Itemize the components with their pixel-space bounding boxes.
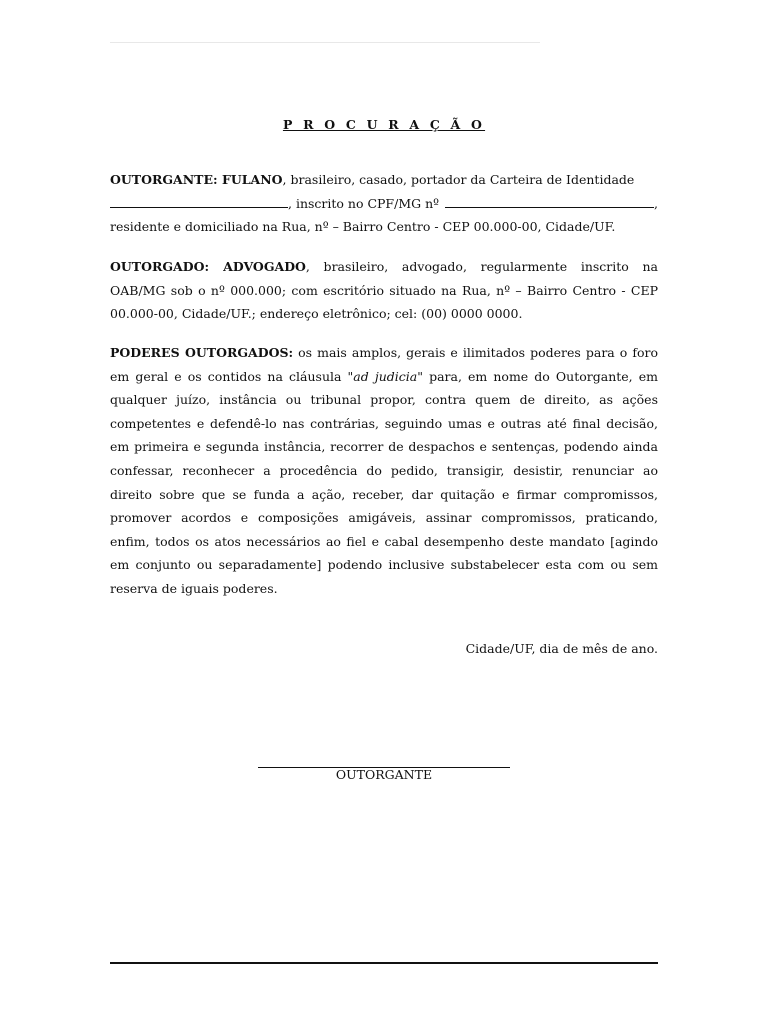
poderes-text-before: os mais amplos, gerais e ilimitados poderes para o foro em geral e os contidos na cláusula xyxy=(110,345,658,384)
poderes-text-after: para, em nome do Outorgante, em qualquer juízo, instância ou tribunal propor, contra quem de direito, as ações competentes e defendê-lo nas contrárias, seguindo umas e outras até final decisão, em primeira e segunda instância, recorrer de despachos e sentenças, podendo ainda confessar, reconhecer a procedência do pedido, transigir, desistir, renunciar ao direito sobre que se funda a ação, receber, dar quitação e firmar compromissos, promover acordos e composições amigáveis, assinar compromissos, praticando, enfim, todos os atos necessários ao fiel e cabal desempenho deste mandato [agindo em conjunto ou separadamente] podendo inclusive substabelecer esta com ou sem reserva de iguais poderes. xyxy=(110,368,658,596)
outorgado-label: OUTORGADO: ADVOGADO xyxy=(110,259,306,274)
outorgante-line-3: residente e domiciliado na Rua, nº – Bairro Centro - CEP 00.000-00, Cidade/UF. xyxy=(110,219,616,235)
outorgante-line-2 xyxy=(110,192,658,216)
cpf-blank xyxy=(445,195,654,208)
outorgado-text: , brasileiro, advogado, regularmente inscrito na OAB/MG sob o nº 000.000; com escritório situado na Rua, nº – Bairro Centro - CEP 00.000-00, Cidade/UF.; endereço eletrônico; cel: (00) 0000 0000. xyxy=(110,259,658,322)
outorgante-text-3: , xyxy=(654,195,658,211)
outorgante-text-2: , inscrito no CPF/MG nº xyxy=(288,195,440,211)
outorgado-paragraph xyxy=(110,255,658,326)
header-rule xyxy=(110,42,540,43)
date-line: Cidade/UF, dia de mês de ano. xyxy=(465,641,658,656)
rg-blank xyxy=(110,195,288,208)
ad-judicia-term: "ad judicia" xyxy=(347,368,423,384)
signature-label: OUTORGANTE xyxy=(335,767,433,782)
document-title: P R O C U R A Ç Ã O xyxy=(282,117,486,132)
outorgante-line-1 xyxy=(110,168,658,192)
poderes-label: PODERES OUTORGADOS: xyxy=(110,345,294,360)
footer-rule xyxy=(110,962,658,964)
outorgante-text-1: , brasileiro, casado, portador da Carteira de Identidade xyxy=(282,172,635,187)
poderes-paragraph xyxy=(110,341,658,601)
outorgante-label: OUTORGANTE: FULANO xyxy=(110,172,283,187)
outorgante-paragraph xyxy=(110,168,658,239)
